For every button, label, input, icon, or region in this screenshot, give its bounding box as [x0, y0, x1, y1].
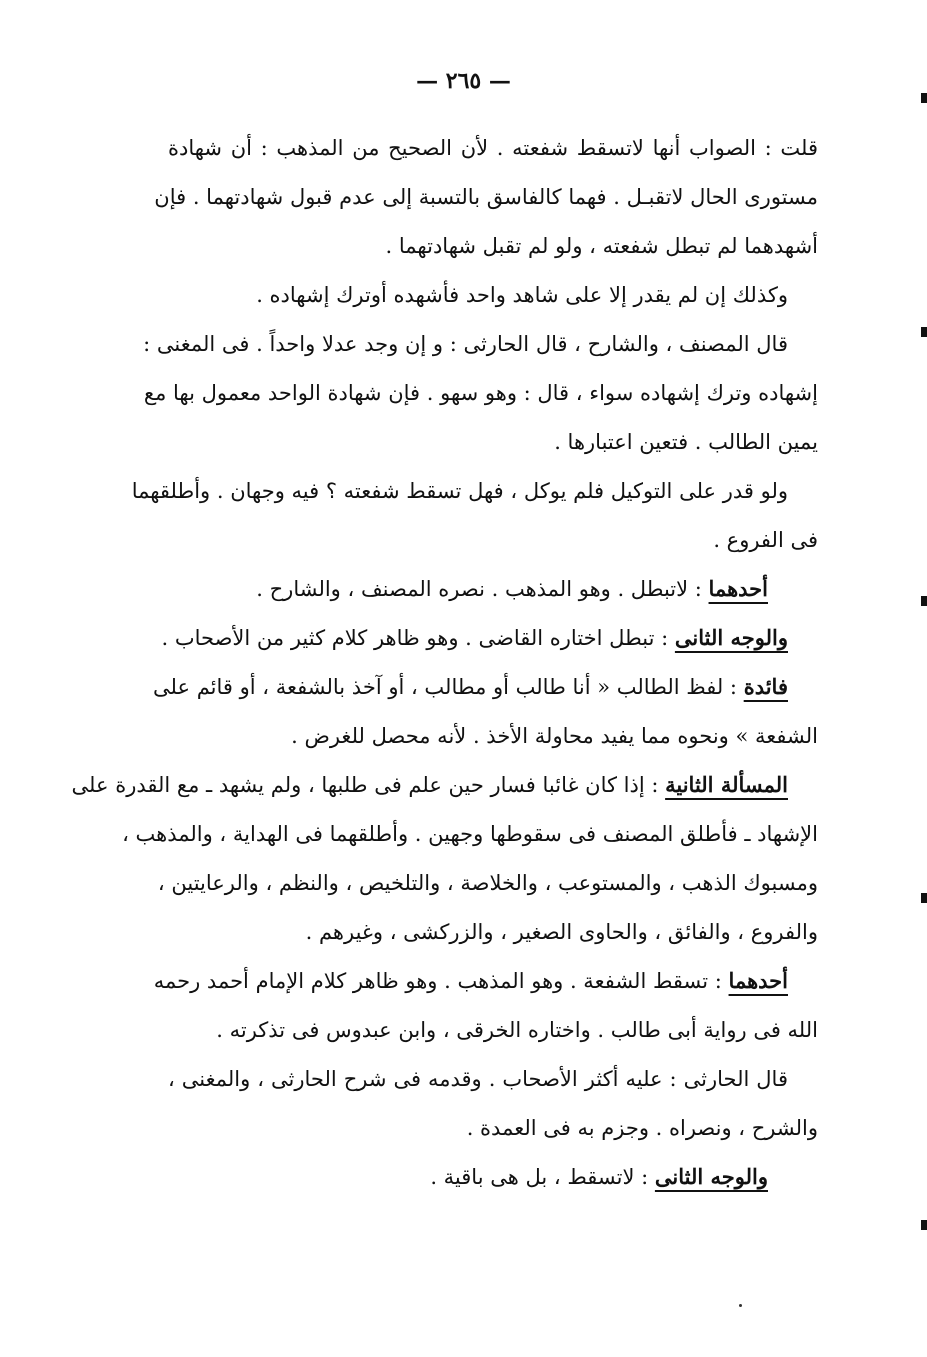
text-line: المسألة الثانية : إذا كان غائبا فسار حين علم فى طلبها ، ولم يشهد ـ مع القدرة على [71, 772, 788, 797]
text-line: فائدة : لفظ الطالب « أنا طالب أو مطالب ، أو آخذ بالشفعة ، أو قائم على [153, 674, 788, 699]
text-line: أحدهما : لاتبطل . وهو المذهب . نصره المصنف ، والشارح . [256, 576, 768, 601]
text-line: الشفعة » ونحوه مما يفيد محاولة الأخذ . لأنه محصل للغرض . [291, 724, 818, 748]
page-body [71, 134, 818, 1212]
scan-edge-mark [921, 893, 927, 903]
text-line: يمين الطالب . فتعين اعتبارها . [554, 430, 818, 454]
text-line: قال المصنف ، والشارح ، قال الحارثى : و إن وجد عدلا واحداً . فى المغنى : [143, 332, 788, 356]
page-number: — ٢٦٥ — [416, 68, 511, 94]
text-line: أحدهما : تسقط الشفعة . وهو المذهب . وهو ظاهر كلام الإمام أحمد رحمه [153, 968, 788, 993]
text-line: قلت : الصواب أنها لاتسقط شفعته . لأن الصحيح من المذهب : أن شهادة [168, 136, 818, 160]
scan-edge-mark [921, 93, 927, 103]
term-heading: والوجه الثانى [674, 625, 788, 650]
text-line: والشرح ، ونصراه . وجزم به فى العمدة . [466, 1116, 818, 1140]
scan-edge-mark [921, 596, 927, 606]
text-line: وكذلك إن لم يقدر إلا على شاهد واحد فأشهده أوترك إشهاده . [256, 283, 788, 307]
text-line: ومسبوك الذهب ، والمستوعب ، والخلاصة ، والتلخيص ، والنظم ، والرعايتين ، [157, 871, 818, 895]
text-line: أشهدهما لم تبطل شفعته ، ولو لم تقبل شهادتهما . [385, 234, 818, 258]
text-line: والوجه الثانى : لاتسقط ، بل هى باقية . [430, 1164, 768, 1189]
text-line: إشهاده وترك إشهاده سواء ، قال : وهو سهو . فإن شهادة الواحد معمول بها مع [143, 381, 818, 405]
text-line: فى الفروع . [713, 528, 818, 552]
text-line: الله فى رواية أبى طالب . واختاره الخرقى ، وابن عبدوس فى تذكرته . [216, 1018, 818, 1042]
scan-speck [739, 1304, 742, 1307]
text-line: الإشهاد ـ فأطلق المصنف فى سقوطها وجهين . وأطلقهما فى الهداية ، والمذهب ، [122, 822, 818, 846]
text-line: والوجه الثانى : تبطل اختاره القاضى . وهو ظاهر كلام كثير من الأصحاب . [161, 625, 788, 650]
text-line: والفروع ، والفائق ، والحاوى الصغير ، والزركشى ، وغيرهم . [305, 920, 818, 944]
text-line: مستورى الحال لاتقبـل . فهما كالفاسق بالتسبة إلى عدم قبول شهادتهما . فإن [154, 185, 818, 209]
text-line: ولو قدر على التوكيل فلم يوكل ، فهل تسقط شفعته ؟ فيه وجهان . وأطلقهما [131, 479, 788, 503]
term-heading: أحدهما [708, 576, 768, 601]
term-heading: والوجه الثانى [654, 1164, 768, 1189]
term-heading: أحدهما [728, 968, 788, 993]
scan-edge-mark [921, 327, 927, 337]
term-heading: فائدة [743, 674, 788, 699]
scan-edge-mark [921, 1220, 927, 1230]
text-line: قال الحارثى : عليه أكثر الأصحاب . وقدمه فى شرح الحارثى ، والمغنى ، [168, 1067, 788, 1091]
term-heading: المسألة الثانية [665, 772, 788, 797]
